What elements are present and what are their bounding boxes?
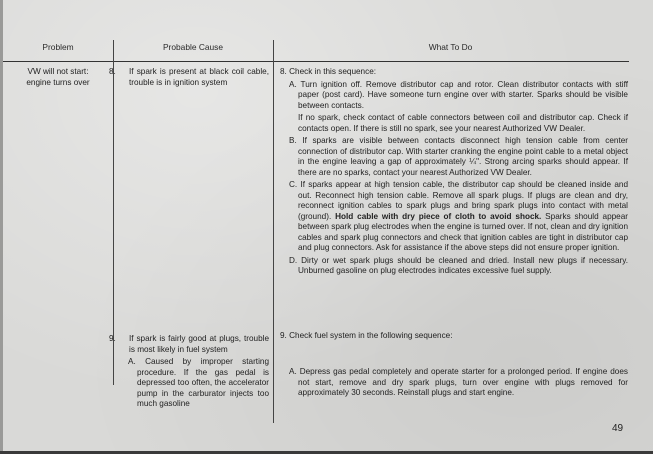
remedy-8c — [280, 180, 628, 254]
header-rule — [3, 61, 113, 62]
cause-text — [109, 334, 269, 355]
problem-line: VW will not start: — [27, 67, 89, 76]
item-body: If sparks are visible between contacts disconnect high tension cable from center connection of distributor cap. With starter cranking the engine point cable to a metal object in the engine leaving a gap of approximately ¼". Strong arcing sparks should appear. If there are no sparks, contact your nearest Authorized VW Dealer. — [298, 136, 628, 177]
item-body: Turn ignition off. Remove distributor cap and rotor. Clean distributor contacts with stiff paper (post card). Have someone turn engine over with starter. Sparks should be visible between contacts. — [298, 79, 628, 110]
header-rule — [273, 61, 629, 62]
cause-8 — [109, 67, 269, 88]
column-divider — [273, 40, 274, 423]
item-letter: C. — [289, 180, 298, 189]
cause-9 — [109, 334, 269, 410]
cause-body: If spark is fairly good at plugs, trouble is most likely in fuel system — [129, 334, 269, 354]
column-header-probable-cause: Probable Cause — [162, 42, 224, 52]
problem-line: engine turns over — [26, 77, 90, 87]
cause-number: 8. — [109, 67, 116, 76]
header-rule — [113, 61, 273, 62]
remedy-9a-block — [280, 365, 628, 399]
item-body: Depress gas pedal completely and operate starter for a prolonged period. If engine does not start, remove and dry spark plugs, turn over engine with plugs removed for approximately 30 seconds. Reinstall plugs and start engine. — [298, 367, 628, 397]
problem-cell — [8, 67, 108, 88]
cause-sub-a — [119, 357, 269, 410]
cause-text — [109, 67, 269, 88]
remedy-intro: 8. Check in this sequence: — [280, 67, 377, 76]
remedy-8a-followup: If no spark, check contact of cable connectors between coil and distributor cap. Check if contacts open. If there is still no spark, see your nearest Authorized VW Dealer. — [298, 113, 628, 133]
remedy-8 — [280, 67, 628, 277]
item-body: If sparks appear at high tension cable, the distributor cap should be cleaned inside and out. Reconnect high tension cable. Remove all spark plugs. If plugs are clean and dry, reconnect ignition cables to spark plugs and bring spark plugs into contact with metal (ground). — [298, 180, 629, 221]
cause-number: 9. — [109, 334, 116, 343]
remedy-9 — [280, 331, 628, 342]
item-letter: A. — [289, 367, 297, 376]
item-body: Sparks should appear between spark plug electrodes when the engine is turned over. If not, clean and dry ignition cables and spark plug connectors and check that ignition cables are tight in distributor cap and plug connectors. Ask for assistance if the above steps did not ensure proper ignition. — [298, 211, 629, 252]
item-body: Dirty or wet spark plugs should be cleaned and dried. Install new plugs if necessary. Unburned gasoline on plug electrodes indicates excessive fuel supply. — [298, 255, 628, 275]
safety-warning: Hold cable with dry piece of cloth to avoid shock. — [335, 211, 542, 221]
column-header-problem: Problem — [42, 42, 74, 52]
item-letter: B. — [289, 136, 297, 145]
page-number: 49 — [612, 423, 624, 434]
remedy-8b — [280, 136, 628, 178]
sub-body: Caused by improper starting procedure. If the gas pedal is depressed too often, the accelerator pump in the carburator injects too much gasoline — [137, 357, 269, 408]
remedy-8a — [280, 80, 628, 112]
page-left-edge — [0, 0, 3, 454]
sub-letter: A. — [128, 357, 136, 366]
cause-body: If spark is present at black coil cable, trouble is in ignition system — [129, 67, 269, 87]
remedy-8d — [280, 256, 628, 277]
item-letter: A. — [289, 79, 297, 89]
remedy-intro: 9. Check fuel system in the following sequence: — [280, 331, 453, 340]
item-letter: D. — [289, 255, 298, 265]
remedy-9a — [280, 367, 628, 399]
column-header-what-to-do: What To Do — [428, 42, 473, 52]
